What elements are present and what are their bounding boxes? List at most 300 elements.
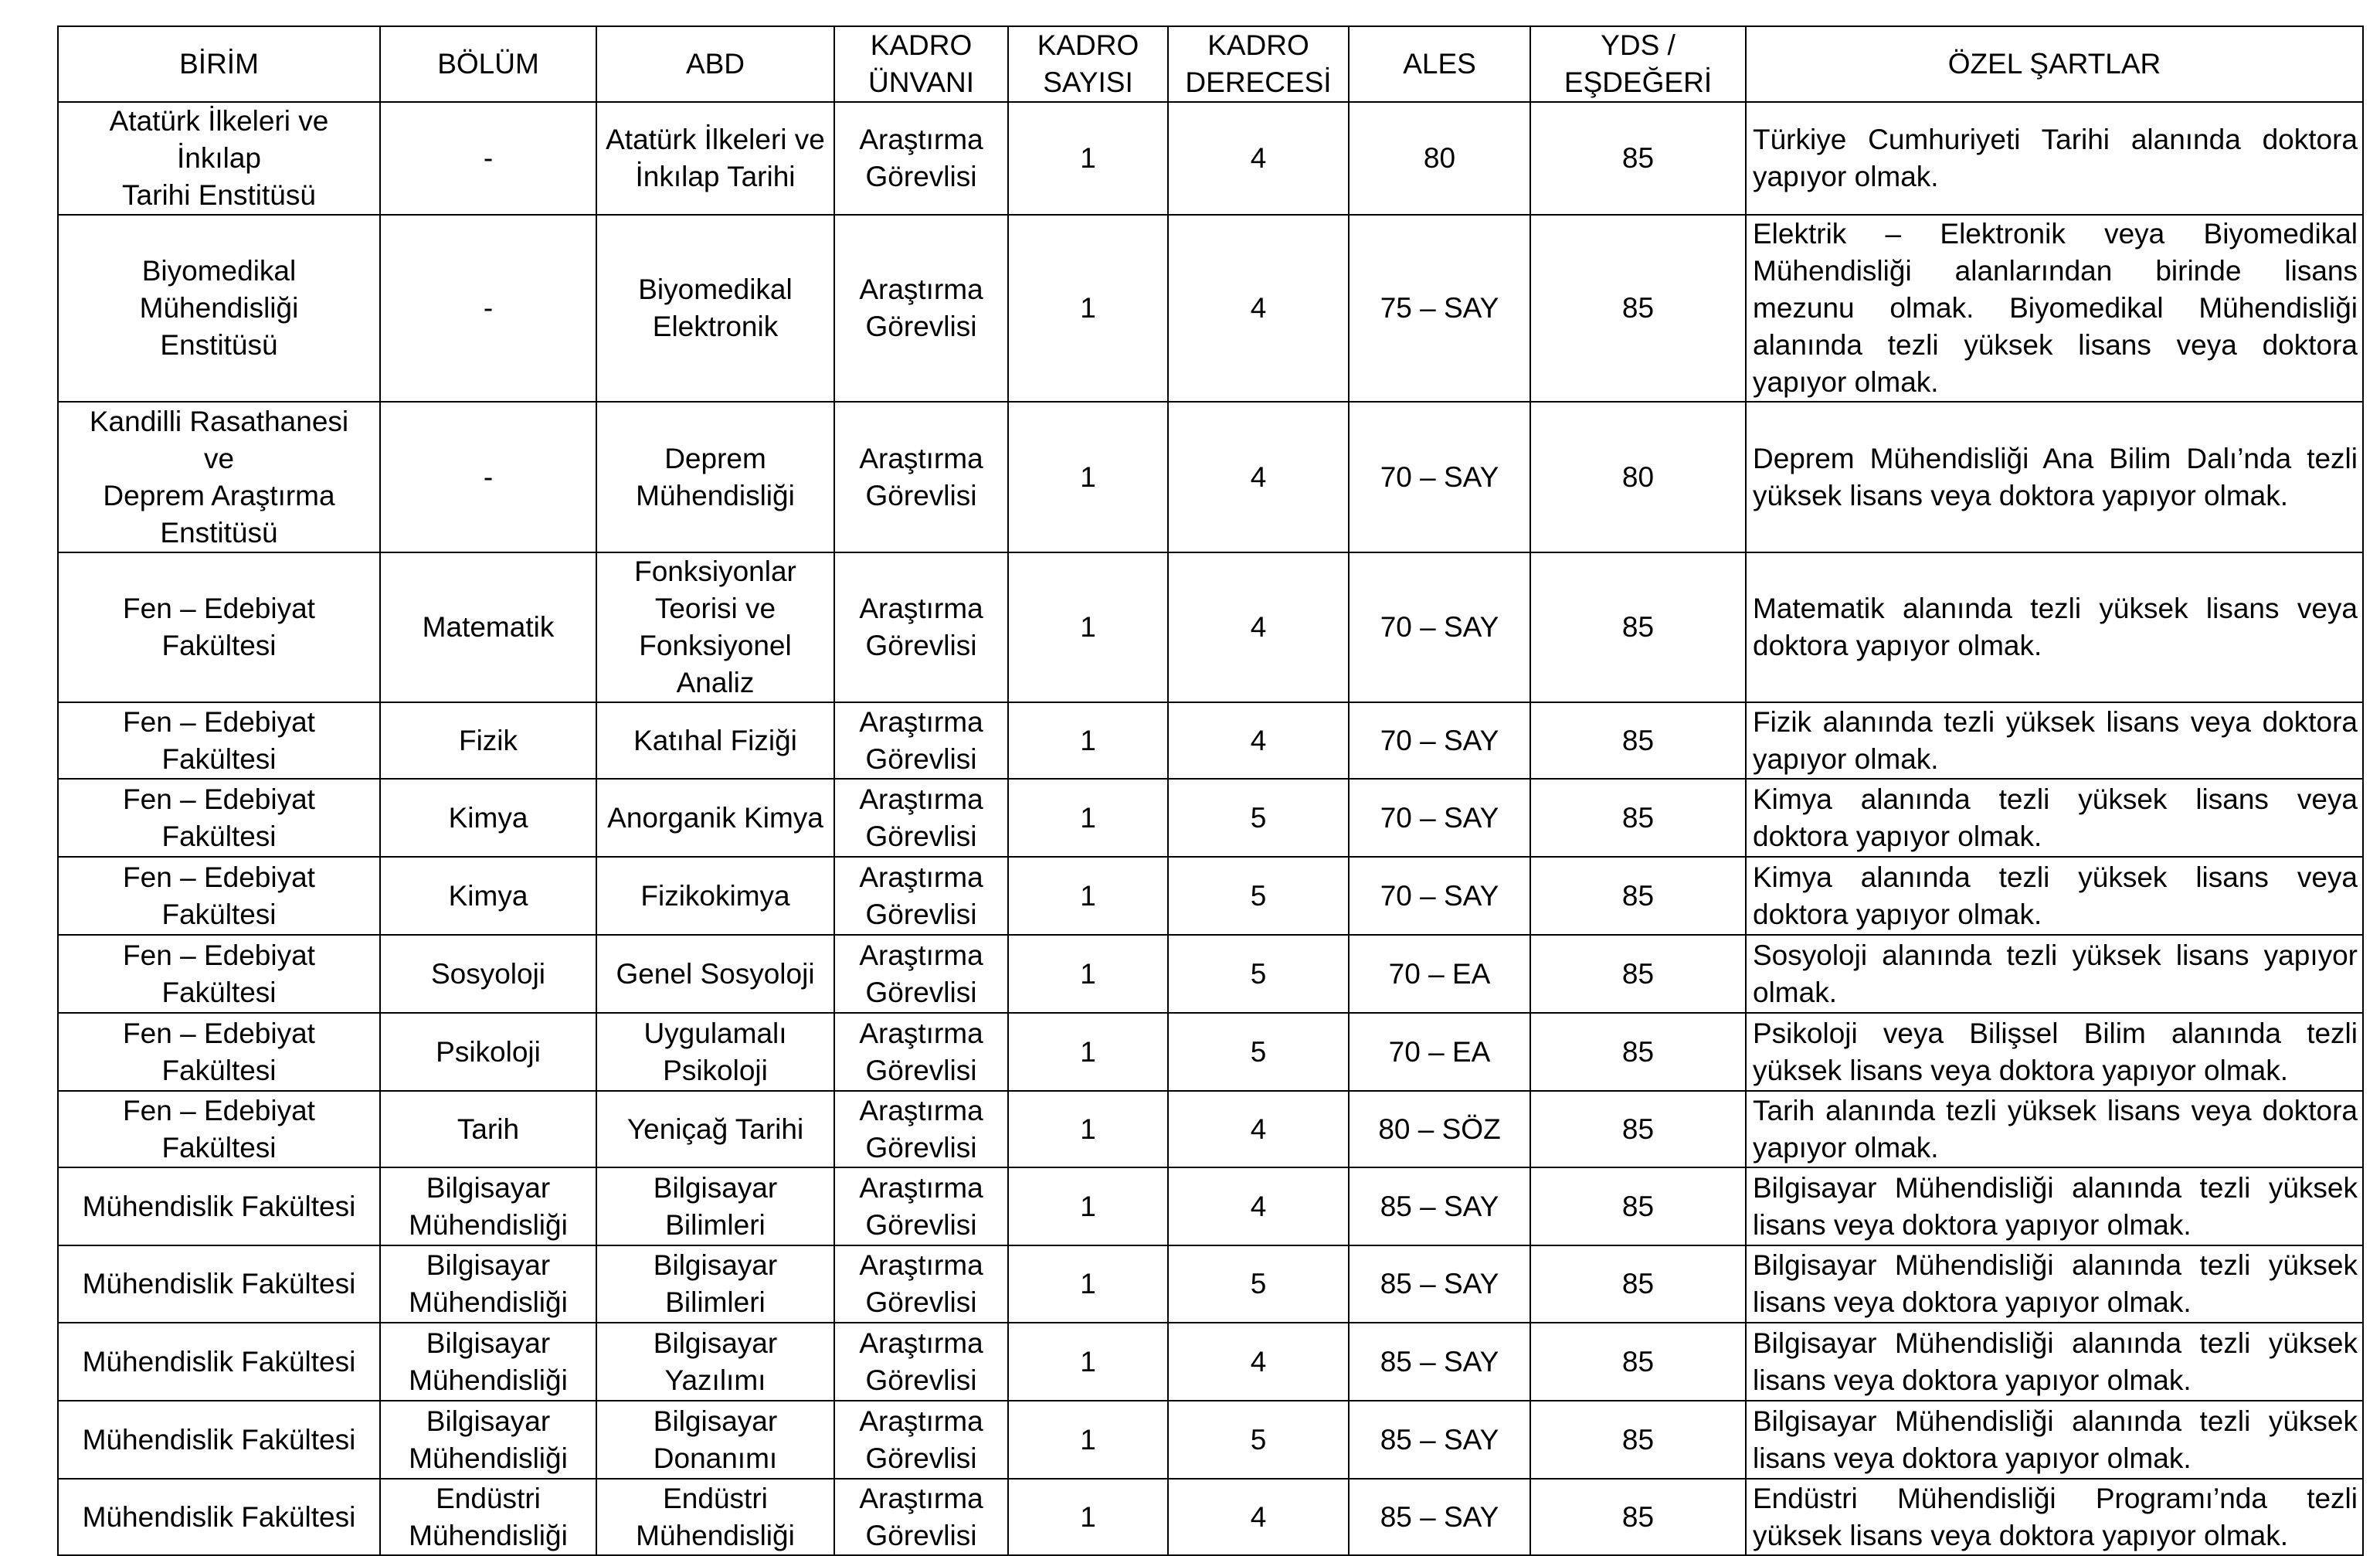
cell-sayi xyxy=(1008,1091,1168,1167)
table-row xyxy=(58,1323,2363,1401)
bolum-line: Mühendisliği xyxy=(409,1519,568,1551)
bolum-line: Bilgisayar xyxy=(426,1249,551,1281)
cell-yds xyxy=(1530,215,1746,402)
birim-line: Fen – Edebiyat Fakültesi xyxy=(123,593,315,661)
ales-value: 80 – SÖZ xyxy=(1378,1113,1501,1145)
cell-abd xyxy=(596,552,834,702)
header-line: KADRO xyxy=(870,29,973,61)
cell-yds xyxy=(1530,552,1746,702)
birim-line: Fen – Edebiyat Fakültesi xyxy=(123,1017,315,1086)
derece-value: 5 xyxy=(1250,1423,1267,1456)
cell-bolum xyxy=(380,1245,596,1323)
unvan-line: Araştırma xyxy=(859,705,983,738)
yds-value: 85 xyxy=(1621,1190,1655,1222)
cell-yds xyxy=(1530,779,1746,857)
cell-birim xyxy=(58,935,380,1013)
table-row xyxy=(58,215,2363,402)
unvan-line: Görevlisi xyxy=(865,976,977,1008)
cell-yds xyxy=(1530,102,1746,215)
sartlar-value: Matematik alanında tezli yüksek lisans veya doktora yapıyor olmak. xyxy=(1753,593,2358,661)
derece-value: 4 xyxy=(1250,1345,1267,1378)
sartlar-value: Fizik alanında tezli yüksek lisans veya doktora yapıyor olmak. xyxy=(1753,705,2358,775)
unvan-line: Görevlisi xyxy=(865,630,977,661)
abd-line: Mühendisliği xyxy=(636,1519,795,1551)
cell-ales xyxy=(1349,402,1530,552)
yds-value: 85 xyxy=(1621,801,1655,834)
table-row xyxy=(58,935,2363,1013)
derece-value: 4 xyxy=(1250,292,1267,324)
unvan-line: Görevlisi xyxy=(865,1286,977,1318)
bolum-line: Mühendisliği xyxy=(409,1364,568,1396)
header-sartlar-label: ÖZEL ŞARTLAR xyxy=(1947,48,2161,80)
bolum-line: Bilgisayar xyxy=(426,1405,551,1437)
header-bolum-label: BÖLÜM xyxy=(437,48,539,80)
unvan-line: Araştırma xyxy=(859,1249,983,1281)
cell-birim xyxy=(58,1323,380,1401)
ales-value: 80 xyxy=(1423,142,1456,174)
cell-sayi xyxy=(1008,857,1168,935)
derece-value: 5 xyxy=(1250,1268,1267,1299)
unvan-line: Görevlisi xyxy=(865,1208,977,1241)
unvan-line: Görevlisi xyxy=(865,479,977,511)
header-line: EŞDEĞERİ xyxy=(1563,66,1713,98)
unvan-line: Görevlisi xyxy=(865,820,977,852)
abd-line: Deprem xyxy=(664,442,766,474)
bolum-line: Endüstri xyxy=(436,1482,541,1514)
sayi-value: 1 xyxy=(1080,1500,1096,1533)
table-row xyxy=(58,102,2363,215)
cell-abd xyxy=(596,1401,834,1479)
cell-unvan xyxy=(834,552,1008,702)
cell-sartlar xyxy=(1746,402,2363,552)
cell-derece xyxy=(1168,1167,1349,1245)
bolum-line: - xyxy=(483,460,494,493)
cell-ales xyxy=(1349,935,1530,1013)
sayi-value: 1 xyxy=(1080,1423,1096,1456)
cell-abd xyxy=(596,702,834,779)
cell-ales xyxy=(1349,102,1530,215)
birim-line: Tarihi Enstitüsü xyxy=(122,179,316,211)
birim-line: Mühendislik Fakültesi xyxy=(82,1190,356,1222)
cell-unvan xyxy=(834,1245,1008,1323)
cell-yds xyxy=(1530,1479,1746,1555)
cell-unvan xyxy=(834,402,1008,552)
unvan-line: Araştırma xyxy=(859,1017,983,1049)
header-line: SAYISI xyxy=(1043,66,1133,98)
abd-line: Teorisi ve xyxy=(654,593,776,624)
cell-sayi xyxy=(1008,402,1168,552)
ales-value: 70 – SAY xyxy=(1380,801,1499,834)
cell-ales xyxy=(1349,1091,1530,1167)
derece-value: 4 xyxy=(1250,460,1267,493)
derece-value: 5 xyxy=(1250,801,1267,834)
cell-derece xyxy=(1168,1245,1349,1323)
cell-derece xyxy=(1168,1401,1349,1479)
cell-derece xyxy=(1168,1323,1349,1401)
yds-value: 85 xyxy=(1621,957,1655,990)
derece-value: 5 xyxy=(1250,957,1267,990)
yds-value: 85 xyxy=(1621,1345,1655,1378)
cell-unvan xyxy=(834,1091,1008,1167)
cell-unvan xyxy=(834,102,1008,215)
unvan-line: Araştırma xyxy=(859,442,983,474)
sartlar-value: Kimya alanında tezli yüksek lisans veya doktora yapıyor olmak. xyxy=(1753,861,2358,930)
sartlar-value: Psikoloji veya Bilişsel Bilim alanında tezli yüksek lisans veya doktora yapıyor olmak. xyxy=(1753,1017,2358,1086)
birim-line: Biyomedikal Mühendisliği xyxy=(139,255,299,324)
ales-value: 85 – SAY xyxy=(1380,1190,1499,1222)
ales-value: 70 – EA xyxy=(1388,1035,1491,1068)
abd-line: Genel Sosyoloji xyxy=(616,957,815,990)
cell-derece xyxy=(1168,1013,1349,1091)
cell-sayi xyxy=(1008,1167,1168,1245)
cell-birim xyxy=(58,1401,380,1479)
unvan-line: Görevlisi xyxy=(865,898,977,930)
cell-abd xyxy=(596,1245,834,1323)
cell-unvan xyxy=(834,935,1008,1013)
cell-sartlar xyxy=(1746,552,2363,702)
unvan-line: Görevlisi xyxy=(865,1131,977,1164)
unvan-line: Araştırma xyxy=(859,1094,983,1126)
abd-line: Atatürk İlkeleri ve xyxy=(606,124,825,155)
ales-value: 85 – SAY xyxy=(1380,1345,1499,1378)
birim-line: Mühendislik Fakültesi xyxy=(82,1500,356,1533)
cell-unvan xyxy=(834,1323,1008,1401)
unvan-line: Görevlisi xyxy=(865,161,977,192)
table-body xyxy=(58,102,2363,1555)
header-line: KADRO xyxy=(1037,29,1139,61)
header-line: DERECESİ xyxy=(1185,66,1332,98)
sartlar-value: Türkiye Cumhuriyeti Tarihi alanında doktora yapıyor olmak. xyxy=(1753,124,2358,192)
birim-line: Fen – Edebiyat Fakültesi xyxy=(123,1094,315,1164)
cell-ales xyxy=(1349,1013,1530,1091)
positions-table xyxy=(57,25,2364,1556)
ales-value: 70 – SAY xyxy=(1380,611,1499,643)
abd-line: Bilgisayar xyxy=(653,1405,778,1437)
yds-value: 85 xyxy=(1621,879,1655,912)
cell-sayi xyxy=(1008,215,1168,402)
derece-value: 5 xyxy=(1250,879,1267,912)
sayi-value: 1 xyxy=(1080,292,1096,324)
cell-unvan xyxy=(834,702,1008,779)
abd-line: Bilgisayar Bilimleri xyxy=(653,1249,778,1318)
cell-birim xyxy=(58,857,380,935)
cell-derece xyxy=(1168,102,1349,215)
cell-birim xyxy=(58,1167,380,1245)
abd-line: Fonksiyonlar xyxy=(634,555,796,587)
ales-value: 85 – SAY xyxy=(1380,1268,1499,1299)
cell-bolum xyxy=(380,1167,596,1245)
abd-line: Fizikokimya xyxy=(640,879,790,912)
cell-bolum xyxy=(380,402,596,552)
cell-abd xyxy=(596,102,834,215)
header-bolum xyxy=(380,26,596,102)
cell-derece xyxy=(1168,215,1349,402)
cell-sayi xyxy=(1008,102,1168,215)
cell-sartlar xyxy=(1746,702,2363,779)
cell-birim xyxy=(58,1245,380,1323)
cell-sayi xyxy=(1008,702,1168,779)
header-line: YDS / xyxy=(1601,29,1676,61)
cell-sayi xyxy=(1008,1013,1168,1091)
cell-bolum xyxy=(380,215,596,402)
yds-value: 85 xyxy=(1621,611,1655,643)
sayi-value: 1 xyxy=(1080,1113,1096,1145)
cell-ales xyxy=(1349,1167,1530,1245)
cell-yds xyxy=(1530,1401,1746,1479)
cell-birim xyxy=(58,1479,380,1555)
cell-abd xyxy=(596,402,834,552)
cell-birim xyxy=(58,1013,380,1091)
bolum-line: Kimya xyxy=(448,879,528,912)
cell-abd xyxy=(596,1167,834,1245)
birim-line: Fen – Edebiyat Fakültesi xyxy=(123,939,315,1008)
header-birim-label: BİRİM xyxy=(179,48,259,80)
cell-birim xyxy=(58,702,380,779)
sayi-value: 1 xyxy=(1080,957,1096,990)
cell-abd xyxy=(596,1479,834,1555)
unvan-line: Araştırma xyxy=(859,1171,983,1204)
abd-line: Biyomedikal xyxy=(638,273,793,305)
sartlar-value: Deprem Mühendisliği Ana Bilim Dalı’nda tezli yüksek lisans veya doktora yapıyor olmak. xyxy=(1753,442,2358,511)
cell-bolum xyxy=(380,1401,596,1479)
bolum-line: Bilgisayar xyxy=(426,1171,551,1204)
cell-sayi xyxy=(1008,552,1168,702)
cell-sartlar xyxy=(1746,215,2363,402)
cell-bolum xyxy=(380,1013,596,1091)
cell-ales xyxy=(1349,1245,1530,1323)
cell-derece xyxy=(1168,779,1349,857)
cell-sayi xyxy=(1008,1245,1168,1323)
header-abd xyxy=(596,26,834,102)
cell-sartlar xyxy=(1746,1323,2363,1401)
cell-sartlar xyxy=(1746,1479,2363,1555)
abd-line: Fonksiyonel Analiz xyxy=(639,630,792,698)
sayi-value: 1 xyxy=(1080,1190,1096,1222)
cell-birim xyxy=(58,215,380,402)
bolum-line: Fizik xyxy=(458,724,518,756)
cell-abd xyxy=(596,215,834,402)
table-row xyxy=(58,402,2363,552)
sayi-value: 1 xyxy=(1080,801,1096,834)
abd-line: Anorganik Kimya xyxy=(607,801,823,834)
unvan-line: Görevlisi xyxy=(865,1364,977,1396)
table-row xyxy=(58,1167,2363,1245)
table-row xyxy=(58,1479,2363,1555)
birim-line: Enstitüsü xyxy=(160,516,278,549)
birim-line: Fen – Edebiyat Fakültesi xyxy=(123,705,315,775)
cell-bolum xyxy=(380,1479,596,1555)
cell-derece xyxy=(1168,857,1349,935)
cell-abd xyxy=(596,935,834,1013)
header-ales xyxy=(1349,26,1530,102)
derece-value: 4 xyxy=(1250,611,1267,643)
sartlar-value: Sosyoloji alanında tezli yüksek lisans yapıyor olmak. xyxy=(1753,939,2358,1008)
cell-sayi xyxy=(1008,1401,1168,1479)
cell-bolum xyxy=(380,779,596,857)
cell-derece xyxy=(1168,402,1349,552)
cell-abd xyxy=(596,1323,834,1401)
cell-bolum xyxy=(380,1091,596,1167)
unvan-line: Görevlisi xyxy=(865,1442,977,1474)
bolum-line: Bilgisayar xyxy=(426,1327,551,1359)
ales-value: 70 – SAY xyxy=(1380,879,1499,912)
ales-value: 85 – SAY xyxy=(1380,1423,1499,1456)
cell-derece xyxy=(1168,1479,1349,1555)
cell-ales xyxy=(1349,702,1530,779)
sayi-value: 1 xyxy=(1080,1268,1096,1299)
unvan-line: Araştırma xyxy=(859,1482,983,1514)
cell-ales xyxy=(1349,552,1530,702)
birim-line: Atatürk İlkeleri ve İnkılap xyxy=(109,105,329,174)
abd-line: Donanımı xyxy=(653,1442,778,1474)
cell-yds xyxy=(1530,1323,1746,1401)
sayi-value: 1 xyxy=(1080,611,1096,643)
cell-bolum xyxy=(380,552,596,702)
cell-yds xyxy=(1530,702,1746,779)
yds-value: 85 xyxy=(1621,292,1655,324)
yds-value: 85 xyxy=(1621,1423,1655,1456)
unvan-line: Araştırma xyxy=(859,1327,983,1359)
cell-sartlar xyxy=(1746,1013,2363,1091)
cell-derece xyxy=(1168,1091,1349,1167)
cell-sayi xyxy=(1008,1323,1168,1401)
yds-value: 85 xyxy=(1621,142,1655,174)
abd-line: Endüstri xyxy=(663,1482,768,1514)
yds-value: 85 xyxy=(1621,1113,1655,1145)
cell-yds xyxy=(1530,402,1746,552)
birim-line: Enstitüsü xyxy=(160,329,278,361)
sartlar-value: Endüstri Mühendisliği Programı’nda tezli yüksek lisans veya doktora yapıyor olmak. xyxy=(1753,1482,2358,1551)
birim-line: Kandilli Rasathanesi xyxy=(89,405,349,437)
cell-derece xyxy=(1168,552,1349,702)
bolum-line: - xyxy=(483,292,494,324)
bolum-line: Psikoloji xyxy=(436,1035,541,1068)
cell-birim xyxy=(58,1091,380,1167)
bolum-line: Matematik xyxy=(422,611,555,643)
cell-sartlar xyxy=(1746,935,2363,1013)
derece-value: 4 xyxy=(1250,1190,1267,1222)
unvan-line: Araştırma xyxy=(859,273,983,305)
yds-value: 80 xyxy=(1621,460,1655,493)
birim-line: Mühendislik Fakültesi xyxy=(82,1345,356,1378)
bolum-line: Kimya xyxy=(448,801,528,834)
cell-sayi xyxy=(1008,935,1168,1013)
cell-abd xyxy=(596,857,834,935)
abd-line: Psikoloji xyxy=(663,1054,768,1086)
cell-ales xyxy=(1349,1401,1530,1479)
sayi-value: 1 xyxy=(1080,1035,1096,1068)
abd-line: Katıhal Fiziği xyxy=(633,724,797,756)
abd-line: Bilgisayar Yazılımı xyxy=(653,1327,778,1396)
abd-line: Uygulamalı xyxy=(643,1017,787,1049)
unvan-line: Araştırma xyxy=(859,939,983,971)
abd-line: Mühendisliği xyxy=(636,479,795,511)
table-row xyxy=(58,1091,2363,1167)
table-row xyxy=(58,857,2363,935)
bolum-line: Mühendisliği xyxy=(409,1442,568,1474)
cell-bolum xyxy=(380,857,596,935)
header-kadro-derecesi xyxy=(1168,26,1349,102)
cell-bolum xyxy=(380,935,596,1013)
abd-line: İnkılap Tarihi xyxy=(635,161,796,192)
sartlar-value: Elektrik – Elektronik veya Biyomedikal Mühendisliği alanlarından birinde lisans mezunu olmak. Biyomedikal Mühendisliği alanında tezli yüksek lisans veya doktora yapıyor olmak. xyxy=(1753,218,2358,398)
cell-bolum xyxy=(380,702,596,779)
sartlar-value: Bilgisayar Mühendisliği alanında tezli yüksek lisans veya doktora yapıyor olmak. xyxy=(1753,1327,2358,1396)
header-yds xyxy=(1530,26,1746,102)
bolum-line: Tarih xyxy=(457,1113,520,1145)
derece-value: 5 xyxy=(1250,1035,1267,1068)
birim-line: ve xyxy=(203,442,235,474)
table-row xyxy=(58,1013,2363,1091)
bolum-line: Sosyoloji xyxy=(430,957,546,990)
cell-sartlar xyxy=(1746,1245,2363,1323)
cell-sartlar xyxy=(1746,857,2363,935)
sayi-value: 1 xyxy=(1080,879,1096,912)
header-line: KADRO xyxy=(1207,29,1309,61)
unvan-line: Araştırma xyxy=(859,861,983,893)
birim-line: Mühendislik Fakültesi xyxy=(82,1268,356,1299)
cell-birim xyxy=(58,102,380,215)
header-ozel-sartlar xyxy=(1746,26,2363,102)
sayi-value: 1 xyxy=(1080,142,1096,174)
header-abd-label: ABD xyxy=(685,48,745,80)
unvan-line: Görevlisi xyxy=(865,1054,977,1086)
cell-sartlar xyxy=(1746,1167,2363,1245)
table-row xyxy=(58,702,2363,779)
sayi-value: 1 xyxy=(1080,724,1096,756)
ales-value: 70 – SAY xyxy=(1380,460,1499,493)
unvan-line: Görevlisi xyxy=(865,742,977,775)
cell-unvan xyxy=(834,1401,1008,1479)
yds-value: 85 xyxy=(1621,1035,1655,1068)
cell-unvan xyxy=(834,215,1008,402)
yds-value: 85 xyxy=(1621,1500,1655,1533)
cell-ales xyxy=(1349,1479,1530,1555)
sayi-value: 1 xyxy=(1080,1345,1096,1378)
cell-abd xyxy=(596,1013,834,1091)
table-row xyxy=(58,779,2363,857)
cell-yds xyxy=(1530,1013,1746,1091)
unvan-line: Araştırma xyxy=(859,783,983,815)
sartlar-value: Bilgisayar Mühendisliği alanında tezli yüksek lisans veya doktora yapıyor olmak. xyxy=(1753,1405,2358,1474)
cell-birim xyxy=(58,779,380,857)
cell-abd xyxy=(596,779,834,857)
cell-derece xyxy=(1168,702,1349,779)
cell-sartlar xyxy=(1746,779,2363,857)
cell-ales xyxy=(1349,215,1530,402)
bolum-line: Mühendisliği xyxy=(409,1286,568,1318)
cell-ales xyxy=(1349,779,1530,857)
cell-unvan xyxy=(834,1013,1008,1091)
cell-sartlar xyxy=(1746,102,2363,215)
yds-value: 85 xyxy=(1621,1268,1655,1299)
unvan-line: Araştırma xyxy=(859,124,983,155)
unvan-line: Görevlisi xyxy=(865,1519,977,1551)
cell-unvan xyxy=(834,779,1008,857)
birim-line: Fen – Edebiyat Fakültesi xyxy=(123,783,315,852)
cell-ales xyxy=(1349,857,1530,935)
derece-value: 4 xyxy=(1250,724,1267,756)
abd-line: Elektronik xyxy=(652,311,779,342)
unvan-line: Araştırma xyxy=(859,593,983,624)
table-row xyxy=(58,1245,2363,1323)
birim-line: Deprem Araştırma xyxy=(103,479,335,511)
header-kadro-sayisi xyxy=(1008,26,1168,102)
header-kadro-unvani xyxy=(834,26,1008,102)
abd-line: Bilgisayar Bilimleri xyxy=(653,1171,778,1241)
birim-line: Mühendislik Fakültesi xyxy=(82,1423,356,1456)
cell-sayi xyxy=(1008,1479,1168,1555)
